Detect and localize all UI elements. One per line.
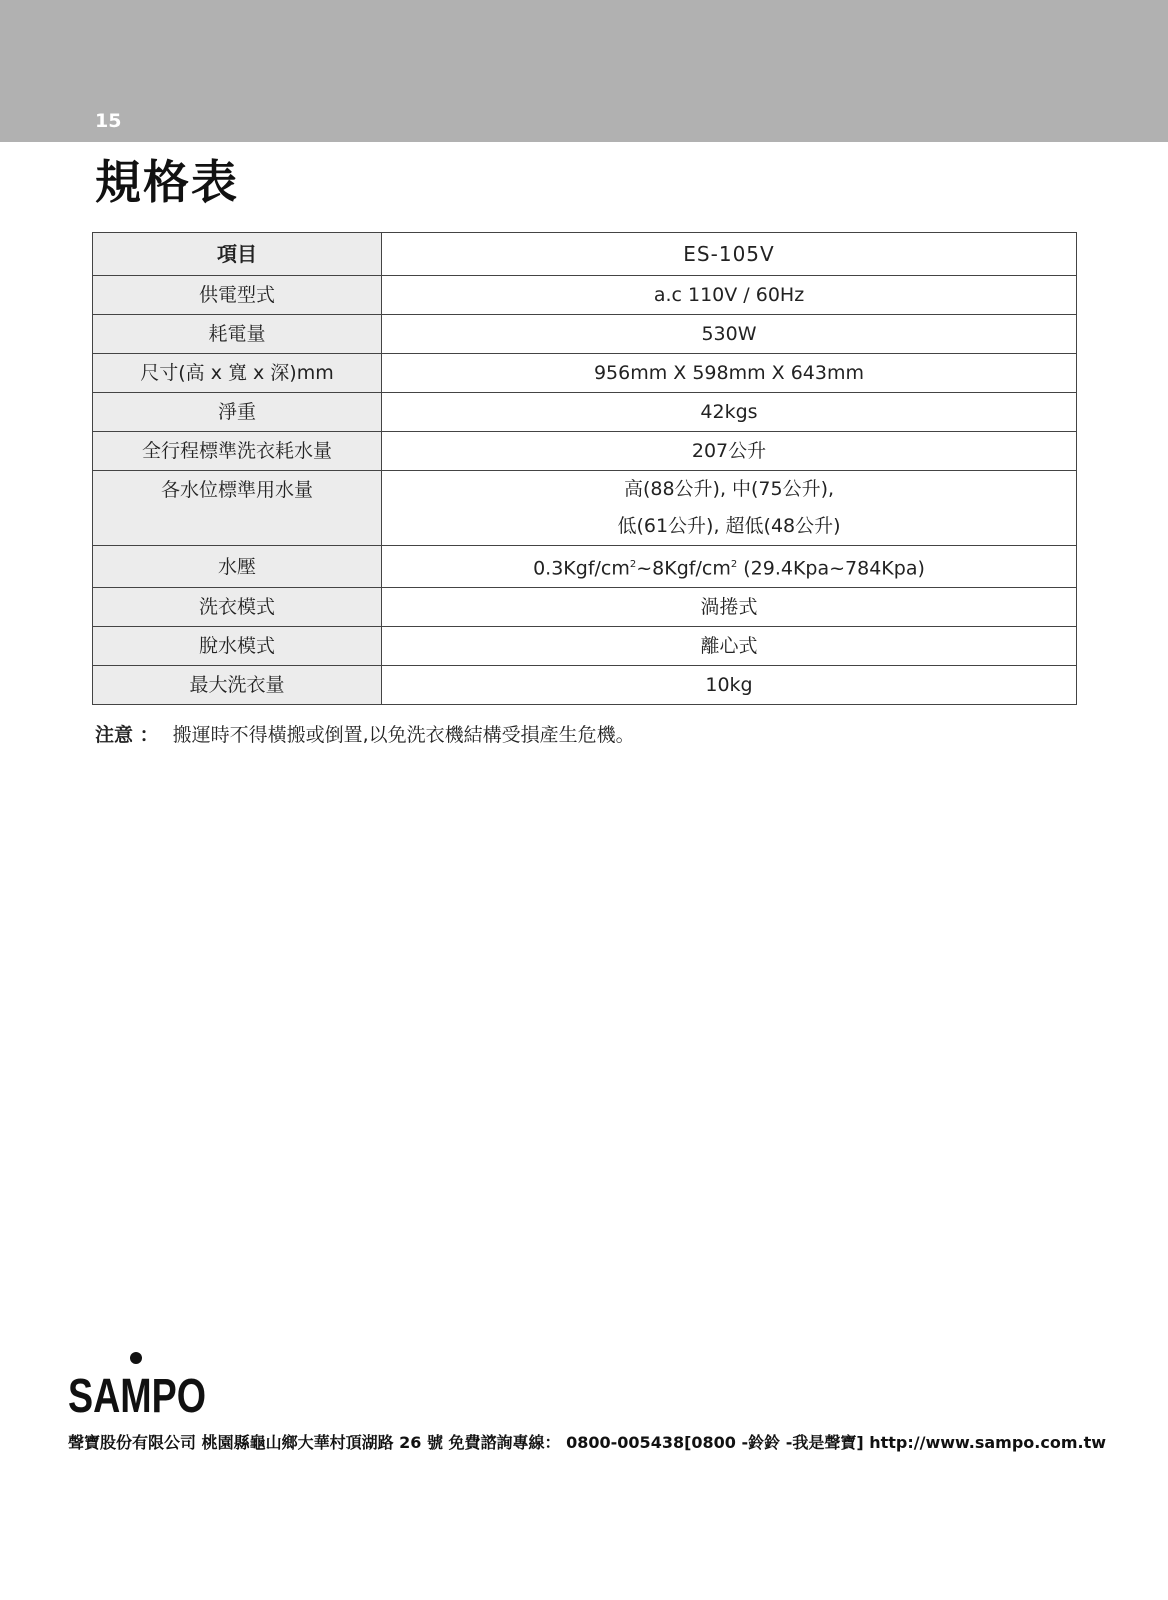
header-label-cell: 項目 xyxy=(93,233,382,276)
table-row xyxy=(93,315,1077,354)
row-label: 洗衣模式 xyxy=(93,588,382,627)
table-row xyxy=(93,666,1077,705)
caution-note xyxy=(95,720,635,747)
row-label: 全行程標準洗衣耗水量 xyxy=(93,432,382,471)
row-value-multiline xyxy=(382,471,1077,546)
footer-company-info: 聲寶股份有限公司 桃園縣龜山鄉大華村頂湖路 26 號 免費諮詢專線： 0800-005438[0800 -鈴鈴 -我是聲寶] http://www.sampo.com.tw xyxy=(68,1433,1107,1452)
row-value: 離心式 xyxy=(382,627,1077,666)
row-label: 耗電量 xyxy=(93,315,382,354)
logo-text: SAMPO xyxy=(68,1370,206,1423)
table-row xyxy=(93,627,1077,666)
superscript: 2 xyxy=(730,559,738,570)
pressure-kpa: (29.4Kpa~784Kpa) xyxy=(737,557,925,580)
page-title: 規格表 xyxy=(95,155,239,209)
table-header-row xyxy=(93,233,1077,276)
pressure-min: 0.3Kgf/cm xyxy=(533,557,630,580)
header-band xyxy=(0,0,1168,142)
pressure-max: ~8Kgf/cm xyxy=(636,557,731,580)
row-value: a.c 110V / 60Hz xyxy=(382,276,1077,315)
sampo-logo xyxy=(68,1352,208,1423)
table-row xyxy=(93,276,1077,315)
row-value: 42kgs xyxy=(382,393,1077,432)
note-text: 搬運時不得橫搬或倒置,以免洗衣機結構受損產生危機。 xyxy=(172,724,635,746)
superscript: 2 xyxy=(629,559,637,570)
table-row xyxy=(93,393,1077,432)
row-value: 207公升 xyxy=(382,432,1077,471)
row-value: 渦捲式 xyxy=(382,588,1077,627)
table-row xyxy=(93,546,1077,588)
row-value: 956mm X 598mm X 643mm xyxy=(382,354,1077,393)
row-value: 530W xyxy=(382,315,1077,354)
row-label: 各水位標準用水量 xyxy=(93,471,382,546)
table-row xyxy=(93,588,1077,627)
row-label: 最大洗衣量 xyxy=(93,666,382,705)
row-label: 尺寸(高 x 寬 x 深)mm xyxy=(93,354,382,393)
row-value: 10kg xyxy=(382,666,1077,705)
value-line-2: 低(61公升), 超低(48公升) xyxy=(617,515,841,537)
value-line-1: 高(88公升), 中(75公升), xyxy=(623,478,835,500)
row-label: 水壓 xyxy=(93,546,382,588)
row-label: 淨重 xyxy=(93,393,382,432)
table-row xyxy=(93,471,1077,546)
row-label: 供電型式 xyxy=(93,276,382,315)
table-row xyxy=(93,354,1077,393)
row-label: 脫水模式 xyxy=(93,627,382,666)
spec-table xyxy=(92,232,1077,705)
header-model-cell: ES-105V xyxy=(382,233,1077,276)
row-value-water-pressure xyxy=(382,546,1077,588)
page-number: 15 xyxy=(95,110,122,132)
note-label: 注意 ： xyxy=(95,724,159,746)
table-row xyxy=(93,432,1077,471)
